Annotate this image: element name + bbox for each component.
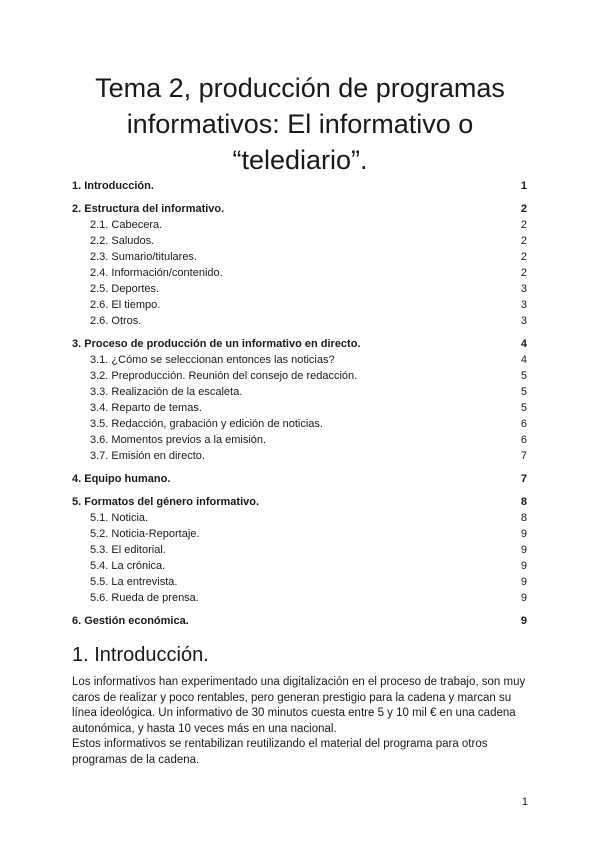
toc-label: 5.6. Rueda de prensa.	[90, 592, 199, 604]
toc-subsection[interactable]	[72, 558, 527, 574]
toc-label: 2.6. Otros.	[90, 315, 142, 327]
toc-label: 6. Gestión económica.	[72, 615, 189, 627]
toc-page: 1	[520, 180, 527, 192]
title-line: informativos: El informativo o	[126, 109, 474, 139]
toc-subsection[interactable]	[72, 574, 527, 590]
toc-label: 3. Proceso de producción de un informativo en directo.	[72, 338, 361, 350]
document-title	[60, 70, 540, 178]
toc-label: 2.5. Deportes.	[90, 283, 160, 295]
toc-page: 8	[520, 496, 527, 508]
toc-page: 5	[520, 386, 527, 398]
toc-page: 9	[520, 528, 527, 540]
toc-page: 7	[520, 450, 527, 462]
toc-page: 3	[520, 283, 527, 295]
toc-label: 5.5. La entrevista.	[90, 576, 178, 588]
title-line: “telediario”.	[232, 145, 368, 175]
toc-section[interactable]	[72, 336, 527, 352]
toc-label: 3.1. ¿Cómo se seleccionan entonces las noticias?	[90, 354, 335, 366]
toc-section[interactable]	[72, 494, 527, 510]
toc-subsection[interactable]	[72, 249, 527, 265]
toc-label: 5. Formatos del género informativo.	[72, 496, 260, 508]
toc-page: 6	[520, 434, 527, 446]
page-number: 1	[521, 796, 528, 808]
toc-label: 2. Estructura del informativo.	[72, 203, 225, 215]
toc-section[interactable]	[72, 613, 527, 629]
toc-subsection[interactable]	[72, 352, 527, 368]
toc-label: 5.4. La crónica.	[90, 560, 166, 572]
toc-subsection[interactable]	[72, 526, 527, 542]
toc-label: 5.2. Noticia-Reportaje.	[90, 528, 200, 540]
toc-subsection[interactable]	[72, 297, 527, 313]
toc-subsection[interactable]	[72, 233, 527, 249]
toc-page: 2	[520, 235, 527, 247]
toc-label: 2.6. El tiempo.	[90, 299, 161, 311]
toc-page: 4	[520, 338, 527, 350]
toc-subsection[interactable]	[72, 542, 527, 558]
toc-page: 2	[520, 251, 527, 263]
toc-subsection[interactable]	[72, 281, 527, 297]
toc-label: 2.3. Sumario/titulares.	[90, 251, 197, 263]
toc-subsection[interactable]	[72, 384, 527, 400]
toc-page: 9	[520, 544, 527, 556]
toc-page: 2	[520, 219, 527, 231]
toc-label: 3.2. Preproducción. Reunión del consejo de redacción.	[90, 370, 358, 382]
toc-page: 2	[520, 203, 527, 215]
toc-label: 1. Introducción.	[72, 180, 154, 192]
toc-subsection[interactable]	[72, 432, 527, 448]
toc-page: 2	[520, 267, 527, 279]
toc-section[interactable]	[72, 471, 527, 487]
toc-page: 9	[520, 560, 527, 572]
toc-label: 3.4. Reparto de temas.	[90, 402, 202, 414]
section-body	[72, 675, 532, 768]
paragraph: Los informativos han experimentado una digitalización en el proceso de trabajo, son muy caros de realizar y poco rentables, pero generan prestigio para la cadena y marcan su línea ideológica. Un informativo de 30 minutos cuesta entre 5 y 10 mil € en una cadena autonómica, y hasta 10 veces más en una nacional.	[72, 676, 526, 735]
toc-label: 2.1. Cabecera.	[90, 219, 163, 231]
toc-page: 5	[520, 402, 527, 414]
toc-label: 3.3. Realización de la escaleta.	[90, 386, 243, 398]
toc-page: 7	[520, 473, 527, 485]
toc-label: 3.5. Redacción, grabación y edición de noticias.	[90, 418, 323, 430]
toc-label: 3.7. Emisión en directo.	[90, 450, 205, 462]
paragraph: Estos informativos se rentabilizan reutilizando el material del programa para otros programas de la cadena.	[72, 738, 488, 766]
table-of-contents	[72, 178, 527, 629]
toc-subsection[interactable]	[72, 313, 527, 329]
toc-page: 5	[520, 370, 527, 382]
toc-subsection[interactable]	[72, 416, 527, 432]
toc-label: 5.3. El editorial.	[90, 544, 166, 556]
toc-label: 5.1. Noticia.	[90, 512, 149, 524]
toc-subsection[interactable]	[72, 590, 527, 606]
toc-page: 3	[520, 315, 527, 327]
toc-label: 3.6. Momentos previos a la emisión.	[90, 434, 267, 446]
toc-subsection[interactable]	[72, 217, 527, 233]
toc-subsection[interactable]	[72, 448, 527, 464]
toc-page: 6	[520, 418, 527, 430]
toc-subsection[interactable]	[72, 265, 527, 281]
toc-subsection[interactable]	[72, 368, 527, 384]
toc-label: 2.2. Saludos.	[90, 235, 155, 247]
section-heading: 1. Introducción.	[72, 644, 209, 666]
toc-page: 9	[520, 592, 527, 604]
toc-page: 8	[520, 512, 527, 524]
toc-section[interactable]	[72, 178, 527, 194]
toc-page: 4	[520, 354, 527, 366]
toc-page: 3	[520, 299, 527, 311]
toc-subsection[interactable]	[72, 510, 527, 526]
toc-label: 4. Equipo humano.	[72, 473, 171, 485]
toc-page: 9	[520, 615, 527, 627]
toc-section[interactable]	[72, 201, 527, 217]
toc-page: 9	[520, 576, 527, 588]
toc-label: 2.4. Información/contenido.	[90, 267, 223, 279]
toc-subsection[interactable]	[72, 400, 527, 416]
title-line: Tema 2, producción de programas	[95, 73, 505, 103]
